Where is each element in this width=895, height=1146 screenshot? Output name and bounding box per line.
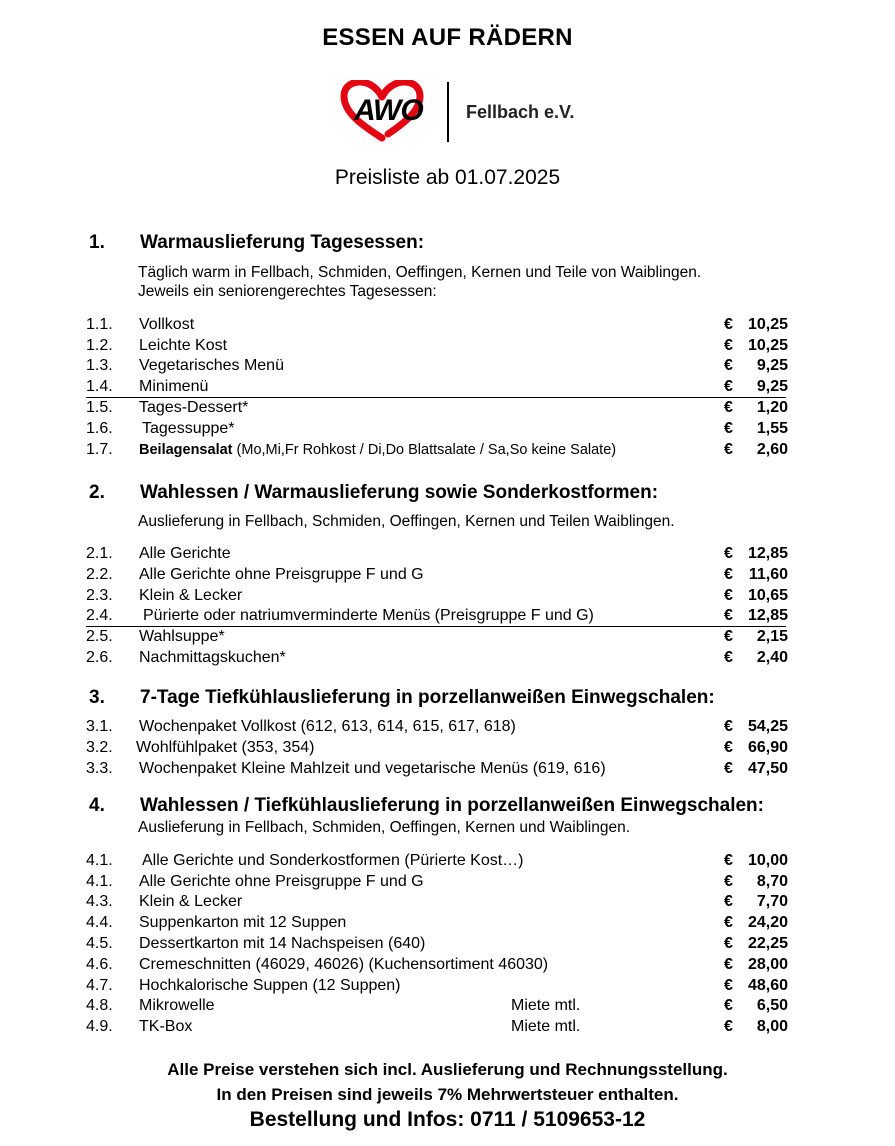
price-value: 10,25	[747, 337, 788, 354]
item-label: Alle Gerichte ohne Preisgruppe F und G	[139, 566, 424, 583]
item-number: 2.3.	[86, 587, 113, 604]
item-number: 1.4.	[86, 378, 113, 395]
item-label: Tages-Dessert*	[139, 399, 249, 416]
item-label: Dessertkarton mit 14 Nachspeisen (640)	[139, 935, 426, 952]
price-value: 66,90	[747, 739, 788, 756]
item-number: 2.2.	[86, 566, 113, 583]
price-row	[86, 956, 788, 977]
item-number: 3.2.	[86, 739, 113, 756]
item-label: Leichte Kost	[139, 337, 228, 354]
price-row	[86, 935, 788, 956]
currency-symbol: €	[724, 914, 733, 931]
item-number: 1.2.	[86, 337, 113, 354]
logo-awo-text: AWO	[354, 94, 423, 127]
price-row	[86, 357, 788, 378]
description-line: Täglich warm in Fellbach, Schmiden, Oeffingen, Kernen und Teile von Waiblingen.	[138, 264, 702, 281]
item-label: Vollkost	[139, 316, 195, 333]
price-value: 28,00	[747, 956, 788, 973]
section-number: 1.	[89, 232, 105, 253]
item-label: Wochenpaket Vollkost (612, 613, 614, 615, 617, 618)	[139, 718, 516, 735]
price-row	[86, 873, 788, 894]
section-number: 3.	[89, 687, 105, 708]
item-label: Wahlsuppe*	[139, 628, 225, 645]
section-title: Wahlessen / Warmauslieferung sowie Sonderkostformen:	[140, 482, 659, 503]
item-number: 4.9.	[86, 1018, 113, 1035]
price-value: 8,70	[756, 873, 788, 890]
currency-symbol: €	[724, 378, 733, 395]
currency-symbol: €	[724, 628, 733, 645]
price-value: 12,85	[747, 545, 788, 562]
price-list-date: Preisliste ab 01.07.2025	[334, 166, 561, 189]
section-number: 2.	[89, 482, 105, 503]
section-title: Warmauslieferung Tagesessen:	[140, 232, 425, 253]
price-row	[86, 441, 788, 462]
rent-note: Miete mtl.	[511, 997, 581, 1014]
currency-symbol: €	[724, 587, 733, 604]
currency-symbol: €	[724, 956, 733, 973]
section-description	[138, 512, 675, 531]
price-value: 8,00	[756, 1018, 788, 1035]
item-label-bold: Beilagensalat	[139, 442, 233, 458]
currency-symbol: €	[724, 977, 733, 994]
section-title: Wahlessen / Tiefkühlauslieferung in porzellanweißen Einwegschalen:	[140, 795, 764, 816]
item-number: 1.6.	[86, 420, 113, 437]
price-value: 47,50	[747, 760, 788, 777]
item-label: Alle Gerichte	[139, 545, 231, 562]
currency-symbol: €	[724, 760, 733, 777]
price-value: 10,65	[747, 587, 788, 604]
currency-symbol: €	[724, 893, 733, 910]
footer-note: Alle Preise verstehen sich incl. Auslieferung und Rechnungsstellung.	[167, 1060, 728, 1079]
item-label: Hochkalorische Suppen (12 Suppen)	[139, 977, 401, 994]
currency-symbol: €	[724, 441, 733, 458]
currency-symbol: €	[724, 997, 733, 1014]
item-number: 1.3.	[86, 357, 113, 374]
currency-symbol: €	[724, 607, 733, 624]
currency-symbol: €	[724, 873, 733, 890]
item-number: 2.5.	[86, 628, 113, 645]
rent-note: Miete mtl.	[511, 1018, 581, 1035]
price-row	[86, 545, 788, 566]
price-value: 12,85	[747, 607, 788, 624]
price-value: 2,15	[756, 628, 788, 645]
section-title: 7-Tage Tiefkühlauslieferung in porzellanweißen Einwegschalen:	[140, 687, 715, 708]
price-row	[86, 587, 788, 608]
item-label: Wohlfühlpaket (353, 354)	[136, 739, 315, 756]
price-value: 48,60	[747, 977, 788, 994]
price-row	[86, 316, 788, 337]
price-row	[86, 914, 788, 935]
item-number: 3.3.	[86, 760, 113, 777]
item-number: 1.5.	[86, 399, 113, 416]
currency-symbol: €	[724, 935, 733, 952]
price-row	[86, 997, 788, 1018]
price-row	[86, 649, 788, 670]
item-label: Minimenü	[139, 378, 209, 395]
item-number: 4.8.	[86, 997, 113, 1014]
item-label: Suppenkarton mit 12 Suppen	[139, 914, 347, 931]
currency-symbol: €	[724, 649, 733, 666]
item-number: 4.7.	[86, 977, 113, 994]
price-row	[86, 628, 788, 649]
price-row	[86, 760, 788, 781]
price-row	[86, 399, 788, 420]
price-value: 1,55	[756, 420, 788, 437]
price-row	[86, 378, 788, 399]
item-label: Mikrowelle	[139, 997, 215, 1014]
currency-symbol: €	[724, 545, 733, 562]
item-label: Klein & Lecker	[139, 893, 243, 910]
currency-symbol: €	[724, 566, 733, 583]
item-label: TK-Box	[139, 1018, 193, 1035]
item-number: 1.7.	[86, 441, 113, 458]
price-value: 2,40	[756, 649, 788, 666]
price-value: 9,25	[756, 357, 788, 374]
price-value: 1,20	[756, 399, 788, 416]
item-label: Alle Gerichte ohne Preisgruppe F und G	[139, 873, 424, 890]
price-value: 6,50	[756, 997, 788, 1014]
item-number: 4.1.	[86, 873, 113, 890]
price-value: 54,25	[747, 718, 788, 735]
price-value: 2,60	[756, 441, 788, 458]
price-value: 9,25	[756, 378, 788, 395]
item-label-detail: (Mo,Mi,Fr Rohkost / Di,Do Blattsalate / Sa,So keine Salate)	[236, 442, 617, 458]
item-number: 4.6.	[86, 956, 113, 973]
price-value: 24,20	[747, 914, 788, 931]
price-value: 11,60	[748, 566, 788, 583]
awo-logo	[340, 78, 600, 146]
price-row	[86, 852, 788, 873]
divider-line	[86, 626, 786, 627]
item-label: Tagessuppe*	[142, 420, 235, 437]
item-number: 2.4.	[86, 607, 113, 624]
section-description	[138, 818, 630, 837]
price-row	[86, 337, 788, 358]
price-row	[86, 739, 788, 760]
price-value: 10,00	[747, 852, 788, 869]
currency-symbol: €	[724, 718, 733, 735]
price-row	[86, 893, 788, 914]
item-number: 4.5.	[86, 935, 113, 952]
description-line: Auslieferung in Fellbach, Schmiden, Oeffingen, Kernen und Waiblingen.	[138, 819, 630, 836]
description-line: Jeweils ein seniorengerechtes Tagesessen:	[138, 283, 437, 300]
price-value: 10,25	[747, 316, 788, 333]
currency-symbol: €	[724, 337, 733, 354]
item-label: Wochenpaket Kleine Mahlzeit und vegetarische Menüs (619, 616)	[139, 760, 606, 777]
currency-symbol: €	[724, 852, 733, 869]
price-row	[86, 420, 788, 441]
currency-symbol: €	[724, 357, 733, 374]
item-label: Alle Gerichte und Sonderkostformen (Pürierte Kost…)	[142, 852, 524, 869]
org-name: Fellbach e.V.	[466, 102, 575, 122]
item-number: 3.1.	[86, 718, 113, 735]
footer-vat-note: In den Preisen sind jeweils 7% Mehrwertsteuer enthalten.	[216, 1085, 679, 1104]
document-title: ESSEN AUF RÄDERN	[322, 24, 573, 51]
item-label: Pürierte oder natriumverminderte Menüs (Preisgruppe F und G)	[143, 607, 594, 624]
price-row	[86, 718, 788, 739]
price-row	[86, 977, 788, 998]
currency-symbol: €	[724, 420, 733, 437]
currency-symbol: €	[724, 316, 733, 333]
item-label	[139, 442, 616, 458]
currency-symbol: €	[724, 739, 733, 756]
item-number: 4.1.	[86, 852, 113, 869]
item-number: 4.4.	[86, 914, 113, 931]
divider-line	[86, 397, 786, 398]
price-value: 22,25	[747, 935, 788, 952]
currency-symbol: €	[724, 399, 733, 416]
item-number: 4.3.	[86, 893, 113, 910]
description-line: Auslieferung in Fellbach, Schmiden, Oeffingen, Kernen und Teilen Waiblingen.	[138, 513, 675, 530]
item-number: 2.1.	[86, 545, 113, 562]
section-number: 4.	[89, 795, 105, 816]
item-label: Vegetarisches Menü	[139, 357, 284, 374]
footer-contact: Bestellung und Infos: 0711 / 5109653-12	[249, 1108, 646, 1131]
price-row	[86, 566, 788, 587]
currency-symbol: €	[724, 1018, 733, 1035]
item-label: Cremeschnitten (46029, 46026) (Kuchensortiment 46030)	[139, 956, 549, 973]
price-row	[86, 1018, 788, 1039]
price-row	[86, 607, 788, 628]
item-label: Klein & Lecker	[139, 587, 243, 604]
item-label: Nachmittagskuchen*	[139, 649, 286, 666]
price-value: 7,70	[756, 893, 788, 910]
item-number: 1.1.	[86, 316, 113, 333]
section-description	[138, 263, 701, 301]
item-number: 2.6.	[86, 649, 113, 666]
logo-divider	[447, 82, 449, 142]
